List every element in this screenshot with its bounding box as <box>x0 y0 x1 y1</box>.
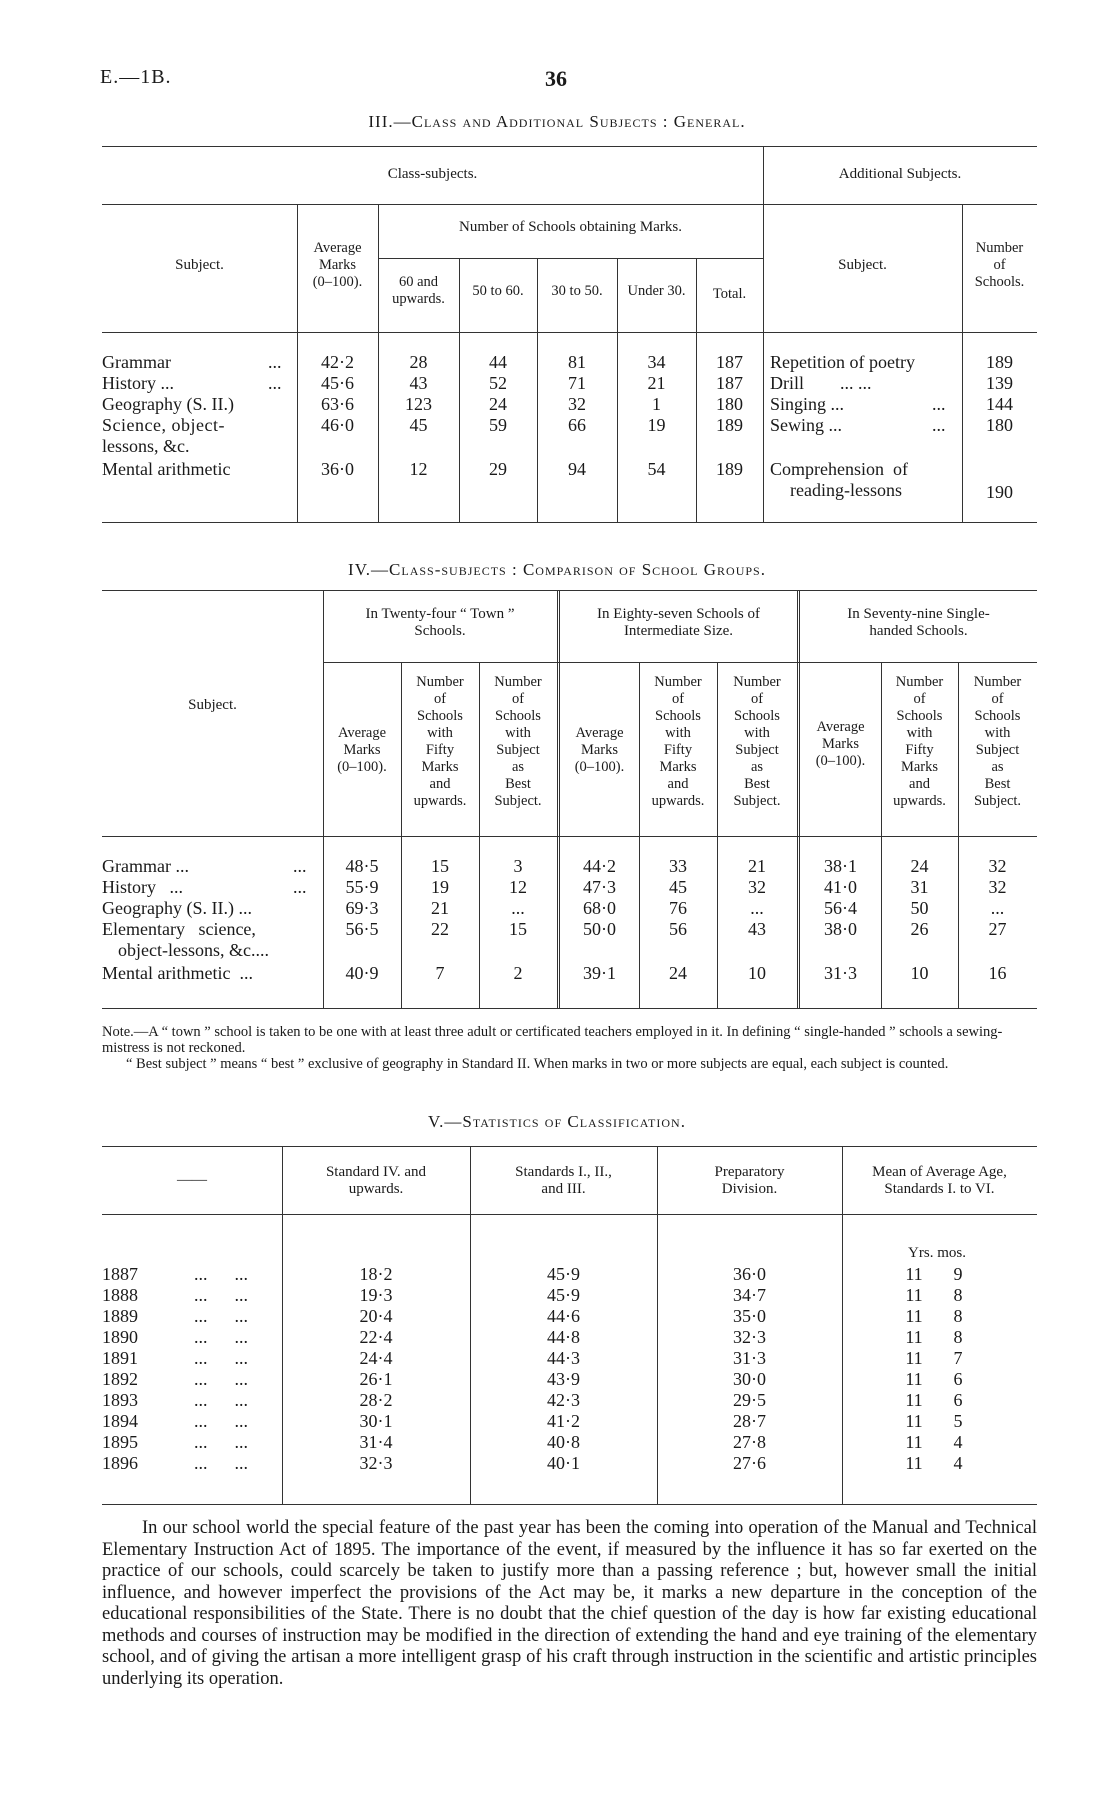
s4-group-divider <box>557 590 560 1008</box>
s5-mos: 8 <box>953 1327 963 1347</box>
s5-std4-col <box>282 1264 470 1474</box>
s5-year: 1887 <box>102 1264 138 1284</box>
s5-std13: 45·9 <box>547 1285 580 1305</box>
s3-c30: 66 <box>568 415 586 435</box>
s3-subject: History ... <box>102 373 174 393</box>
s5-std4: 20·4 <box>359 1306 393 1326</box>
s5-prep: 28·7 <box>733 1411 766 1431</box>
s4-value: 16 <box>988 963 1007 983</box>
s5-dots: ... ... <box>194 1264 248 1284</box>
s4-value: 7 <box>435 963 445 983</box>
s4-value: 76 <box>669 898 687 918</box>
s5-age-header: Mean of Average Age, Standards I. to VI. <box>872 1164 1007 1197</box>
s3-50-header: 50 to 60. <box>472 283 524 299</box>
s5-std13: 40·8 <box>547 1432 580 1452</box>
section-5-top-rule <box>102 1146 1037 1147</box>
section-4-top-rule <box>102 590 1037 591</box>
add-number: 180 <box>986 415 1013 435</box>
s5-yrs: 11 <box>905 1285 923 1305</box>
s4-value: 26 <box>910 919 929 939</box>
s4-value: 40·9 <box>345 963 379 983</box>
s5-std4: 18·2 <box>359 1264 393 1284</box>
s5-std13: 40·1 <box>547 1453 580 1473</box>
s5-yrs-mos-label: Yrs. mos. <box>908 1245 966 1261</box>
s5-mos: 6 <box>953 1390 963 1410</box>
s4-subject: Grammar ... <box>102 856 189 876</box>
s4-value: 38·1 <box>824 856 857 876</box>
s5-std13: 43·9 <box>547 1369 580 1389</box>
s4-value: 21 <box>431 898 449 918</box>
s4-group-single-handed: In Seventy-nine Single- handed Schools. <box>847 606 990 639</box>
s4-value: ... <box>750 898 764 918</box>
s4-value: 10 <box>748 963 766 983</box>
s3-subject: Mental arithmetic <box>102 459 231 479</box>
s4-value: 56 <box>669 919 687 939</box>
s4-value: 12 <box>509 877 527 897</box>
s5-dots: ... ... <box>194 1285 248 1305</box>
add-subject-cont: reading-lessons <box>790 480 902 500</box>
s4-value: 32 <box>748 877 766 897</box>
s4-group-town: In Twenty-four “ Town ” Schools. <box>365 606 515 639</box>
s5-std13: 45·9 <box>547 1264 580 1284</box>
add-subject: Drill <box>770 373 804 393</box>
s4-dots: ... <box>293 856 307 876</box>
s4-value: 31·3 <box>824 963 857 983</box>
s3-average-header: Average Marks (0–100). <box>312 240 363 290</box>
s3-subject-header: Subject. <box>175 257 224 273</box>
section-5-bottom-rule <box>102 1504 1037 1505</box>
s3-avg: 63·6 <box>321 394 354 414</box>
s5-yrs: 11 <box>905 1327 923 1347</box>
body-paragraph <box>102 1518 1037 1690</box>
s5-dots: ... ... <box>194 1327 248 1347</box>
s4-best-header: Number of Schools with Subject as Best Subject. <box>494 674 542 809</box>
s5-dash: —— <box>177 1172 207 1188</box>
s5-mos: 4 <box>953 1432 963 1452</box>
s4-subject: Elementary science, <box>102 919 256 939</box>
s5-yrs: 11 <box>905 1348 923 1368</box>
s5-yrs: 11 <box>905 1369 923 1389</box>
s4-subject: History ... <box>102 877 183 897</box>
add-number: 189 <box>986 352 1013 372</box>
s5-mos: 8 <box>953 1285 963 1305</box>
s5-prep: 31·3 <box>733 1348 766 1368</box>
s3-avg: 42·2 <box>321 352 354 372</box>
s3-c50: 24 <box>489 394 507 414</box>
section-3-bottom-rule <box>102 522 1037 523</box>
s5-year: 1894 <box>102 1411 138 1431</box>
additional-subjects-label: Additional Subjects. <box>838 166 962 182</box>
section-5-title: V.—Statistics of Classification. <box>428 1112 686 1131</box>
s5-dots: ... ... <box>194 1306 248 1326</box>
s4-value: 55·9 <box>345 877 379 897</box>
s3-c60: 12 <box>409 459 428 479</box>
s4-value: 3 <box>513 856 523 876</box>
s4-value: 31 <box>910 877 929 897</box>
s4-value: 39·1 <box>583 963 616 983</box>
s4-value: 69·3 <box>345 898 379 918</box>
s4-avg-header: Average Marks (0–100). <box>574 725 625 775</box>
section-4-bottom-rule <box>102 1008 1037 1009</box>
s3-c30: 94 <box>568 459 586 479</box>
s4-value: ... <box>511 898 525 918</box>
s5-std4: 19·3 <box>359 1285 393 1305</box>
s5-mos: 8 <box>953 1306 963 1326</box>
s4-value: 47·3 <box>583 877 616 897</box>
s4-value: 45 <box>669 877 687 897</box>
s3-c60: 28 <box>409 352 428 372</box>
s3-subject-cont: lessons, &c. <box>102 436 190 456</box>
s5-year: 1889 <box>102 1306 138 1326</box>
s3-dots: ... <box>268 373 282 393</box>
s3-c60: 43 <box>409 373 428 393</box>
s4-value: 27 <box>988 919 1007 939</box>
s4-fifty-header: Number of Schools with Fifty Marks and upwards. <box>413 674 467 809</box>
s5-std13-header: Standards I., II., and III. <box>515 1164 612 1197</box>
s5-col-line <box>842 1146 843 1504</box>
s5-year: 1892 <box>102 1369 138 1389</box>
s4-value: 24 <box>669 963 687 983</box>
s4-fifty-header: Number of Schools with Fifty Marks and upwards. <box>893 674 946 809</box>
s5-prep: 35·0 <box>733 1306 766 1326</box>
s3-under30: 1 <box>652 394 661 414</box>
s3-dots: ... <box>268 352 282 372</box>
s5-prep: 27·6 <box>733 1453 766 1473</box>
s5-std13: 44·8 <box>547 1327 580 1347</box>
s5-prep: 29·5 <box>733 1390 766 1410</box>
s4-subheader-rule <box>323 662 1037 663</box>
s3-c50: 29 <box>489 459 507 479</box>
body-paragraph-text: In our school world the special feature of the past year has been the coming into operation of the Manual and Technical Elementary Instruction Act of 1895. The importance of the event, if measured by the influence it has so far exerted on the practice of our schools, could scarcely be taken to justify more than a passing reference ; but, however small the initial influence, and however imperfect the provisions of the Act may be, it marks a new departure in the conception of the educational responsibilities of the State. There is no doubt that the chief question of the day is how far existing educational methods and courses of instruction may be modified in the direction of extending the hand and eye training of the elementary school, and of giving the artisan a more intelligent grasp of his craft through instruction in the scientific and artistic principles underlying its operation. <box>102 1518 1037 1689</box>
s4-value: 33 <box>669 856 687 876</box>
s4-avg-header: Average Marks (0–100). <box>815 719 866 769</box>
s5-year: 1895 <box>102 1432 138 1452</box>
s4-group-divider <box>797 590 800 1008</box>
s3-under30: 34 <box>647 352 666 372</box>
s4-value: 32 <box>988 856 1007 876</box>
s4-value: 41·0 <box>824 877 857 897</box>
s4-value: 38·0 <box>824 919 857 939</box>
s4-col-line <box>323 590 324 1008</box>
s4-value: 22 <box>431 919 449 939</box>
s5-prep: 30·0 <box>733 1369 766 1389</box>
add-subject: Repetition of poetry <box>770 352 915 372</box>
s4-value: 32 <box>988 877 1007 897</box>
s5-prep: 27·8 <box>733 1432 766 1452</box>
s3-total: 187 <box>716 373 743 393</box>
s3-c30: 81 <box>568 352 586 372</box>
s4-dots: ... <box>293 877 307 897</box>
s5-prep: 34·7 <box>733 1285 766 1305</box>
s4-value: 24 <box>910 856 929 876</box>
section-3-top-rule <box>102 146 1037 147</box>
s3-c60: 45 <box>409 415 428 435</box>
s4-value: 43 <box>748 919 766 939</box>
s3-subheader-rule <box>378 258 763 259</box>
section-3-divider <box>763 146 764 522</box>
s3-add-subject-header: Subject. <box>838 257 887 273</box>
s5-std13: 41·2 <box>547 1411 580 1431</box>
s3-under30: 19 <box>647 415 666 435</box>
s3-30-header: 30 to 50. <box>551 283 603 299</box>
s4-subject: Mental arithmetic ... <box>102 963 253 983</box>
s5-yrs: 11 <box>905 1453 923 1473</box>
s3-total: 187 <box>716 352 743 372</box>
report-code: E.—1B. <box>100 66 172 88</box>
s4-best-header: Number of Schools with Subject as Best Subject. <box>733 674 781 809</box>
s5-prep-col <box>657 1264 842 1474</box>
s5-mos: 5 <box>953 1411 963 1431</box>
s4-value: ... <box>990 898 1005 918</box>
s4-fifty-header: Number of Schools with Fifty Marks and upwards. <box>651 674 705 809</box>
s5-std13: 44·3 <box>547 1348 580 1368</box>
s3-under30: 54 <box>647 459 666 479</box>
s3-c50: 59 <box>489 415 507 435</box>
s4-value: 15 <box>431 856 449 876</box>
s4-value: 68·0 <box>583 898 616 918</box>
s3-avg: 45·6 <box>321 373 354 393</box>
s5-std4: 31·4 <box>359 1432 393 1452</box>
s5-dots-col <box>166 1264 276 1474</box>
s5-year: 1888 <box>102 1285 138 1305</box>
add-subject: Sewing ... <box>770 415 842 435</box>
s5-yrs-col <box>894 1264 934 1474</box>
s5-std4: 28·2 <box>359 1390 393 1410</box>
s5-mos: 4 <box>953 1453 963 1473</box>
s3-add-number-header: Number of Schools. <box>974 240 1025 290</box>
s3-avg: 46·0 <box>321 415 354 435</box>
s5-yrs: 11 <box>905 1432 923 1452</box>
s3-c60: 123 <box>405 394 432 414</box>
section-4-note <box>102 1024 1037 1072</box>
section-3-title: III.—Class and Additional Subjects : General. <box>368 112 746 131</box>
s4-value: 10 <box>910 963 929 983</box>
s4-value: 15 <box>509 919 527 939</box>
s4-value: 21 <box>748 856 766 876</box>
s5-prep-header: Preparatory Division. <box>714 1164 785 1197</box>
s5-dots: ... ... <box>194 1453 248 1473</box>
section-3-header-rule <box>102 204 1037 205</box>
s4-value: 50 <box>910 898 929 918</box>
add-dots: ... <box>932 394 946 414</box>
s5-dots: ... ... <box>194 1348 248 1368</box>
s4-value: 56·5 <box>345 919 379 939</box>
s3-avg: 36·0 <box>321 459 354 479</box>
s5-year: 1891 <box>102 1348 138 1368</box>
s4-value: 44·2 <box>583 856 616 876</box>
section-3-body-rule <box>102 332 1037 333</box>
s4-subject-cont: object-lessons, &c.... <box>118 940 269 960</box>
s5-year: 1893 <box>102 1390 138 1410</box>
s3-subject: Geography (S. II.) <box>102 394 234 414</box>
s5-dots: ... ... <box>194 1369 248 1389</box>
s5-year: 1896 <box>102 1453 138 1473</box>
s4-value: 50·0 <box>583 919 616 939</box>
add-dots: ... <box>932 415 946 435</box>
s5-prep: 36·0 <box>733 1264 766 1284</box>
s3-number-of-schools-header: Number of Schools obtaining Marks. <box>459 219 682 235</box>
add-subject: Comprehension of <box>770 459 908 479</box>
s5-prep: 32·3 <box>733 1327 766 1347</box>
s4-subject-header: Subject. <box>188 697 237 713</box>
s3-total: 189 <box>716 459 743 479</box>
s3-c30: 71 <box>568 373 586 393</box>
s3-under30: 21 <box>647 373 666 393</box>
s5-mos-col <box>938 1264 978 1474</box>
section-4-body-rule <box>102 836 1037 837</box>
s5-std13-col <box>470 1264 657 1474</box>
s5-yrs: 11 <box>905 1306 923 1326</box>
s4-value: 56·4 <box>824 898 857 918</box>
s5-std4: 30·1 <box>359 1411 393 1431</box>
s5-dots: ... ... <box>194 1432 248 1452</box>
s5-std13: 42·3 <box>547 1390 580 1410</box>
s5-std4: 26·1 <box>359 1369 393 1389</box>
s5-mos: 6 <box>953 1369 963 1389</box>
add-number: 139 <box>986 373 1013 393</box>
s5-std4: 32·3 <box>359 1453 393 1473</box>
s3-total: 189 <box>716 415 743 435</box>
s3-60-header: 60 and upwards. <box>392 274 445 307</box>
s4-subject: Geography (S. II.) ... <box>102 898 252 918</box>
page-number: 36 <box>545 66 567 91</box>
s4-best-header: Number of Schools with Subject as Best Subject. <box>973 674 1022 809</box>
add-subject: Singing ... <box>770 394 845 414</box>
add-number: 190 <box>986 482 1013 502</box>
s5-yrs: 11 <box>905 1264 923 1284</box>
s4-value: 48·5 <box>345 856 379 876</box>
s3-total-header: Total. <box>712 286 747 302</box>
s3-under30-header: Under 30. <box>627 283 686 299</box>
section-4-title: IV.—Class-subjects : Comparison of School Groups. <box>348 560 766 579</box>
note-paragraph: “ Best subject ” means “ best ” exclusive of geography in Standard II. When marks in two or more subjects are equal, each subject is counted. <box>126 1056 949 1072</box>
s3-subject: Science, object- <box>102 415 225 435</box>
note-paragraph: Note.—A “ town ” school is taken to be one with at least three adult or certificated teachers employed in it. In defining “ single-handed ” schools a sewing-mistress is not reckoned. <box>102 1024 1003 1056</box>
s4-value: 19 <box>431 877 449 897</box>
s5-std4: 22·4 <box>359 1327 393 1347</box>
s5-std4-header: Standard IV. and upwards. <box>325 1164 427 1197</box>
class-subjects-label: Class-subjects. <box>387 166 478 182</box>
section-5-body-rule <box>102 1214 1037 1215</box>
s4-avg-header: Average Marks (0–100). <box>337 725 387 775</box>
add-dots: ... ... <box>840 373 872 393</box>
s3-total: 180 <box>716 394 743 414</box>
s5-mos: 9 <box>953 1264 963 1284</box>
s3-c30: 32 <box>568 394 586 414</box>
s4-value: 2 <box>513 963 523 983</box>
s5-std4: 24·4 <box>359 1348 393 1368</box>
s5-dots: ... ... <box>194 1390 248 1410</box>
s3-subject: Grammar <box>102 352 171 372</box>
s5-yrs: 11 <box>905 1411 923 1431</box>
add-number: 144 <box>986 394 1013 414</box>
s5-year-col <box>102 1264 152 1474</box>
s5-dots: ... ... <box>194 1411 248 1431</box>
s3-c50: 52 <box>489 373 507 393</box>
s5-mos: 7 <box>953 1348 963 1368</box>
s4-group-intermediate: In Eighty-seven Schools of Intermediate Size. <box>597 606 760 639</box>
s5-yrs: 11 <box>905 1390 923 1410</box>
s5-std13: 44·6 <box>547 1306 580 1326</box>
s3-c50: 44 <box>489 352 507 372</box>
s5-year: 1890 <box>102 1327 138 1347</box>
